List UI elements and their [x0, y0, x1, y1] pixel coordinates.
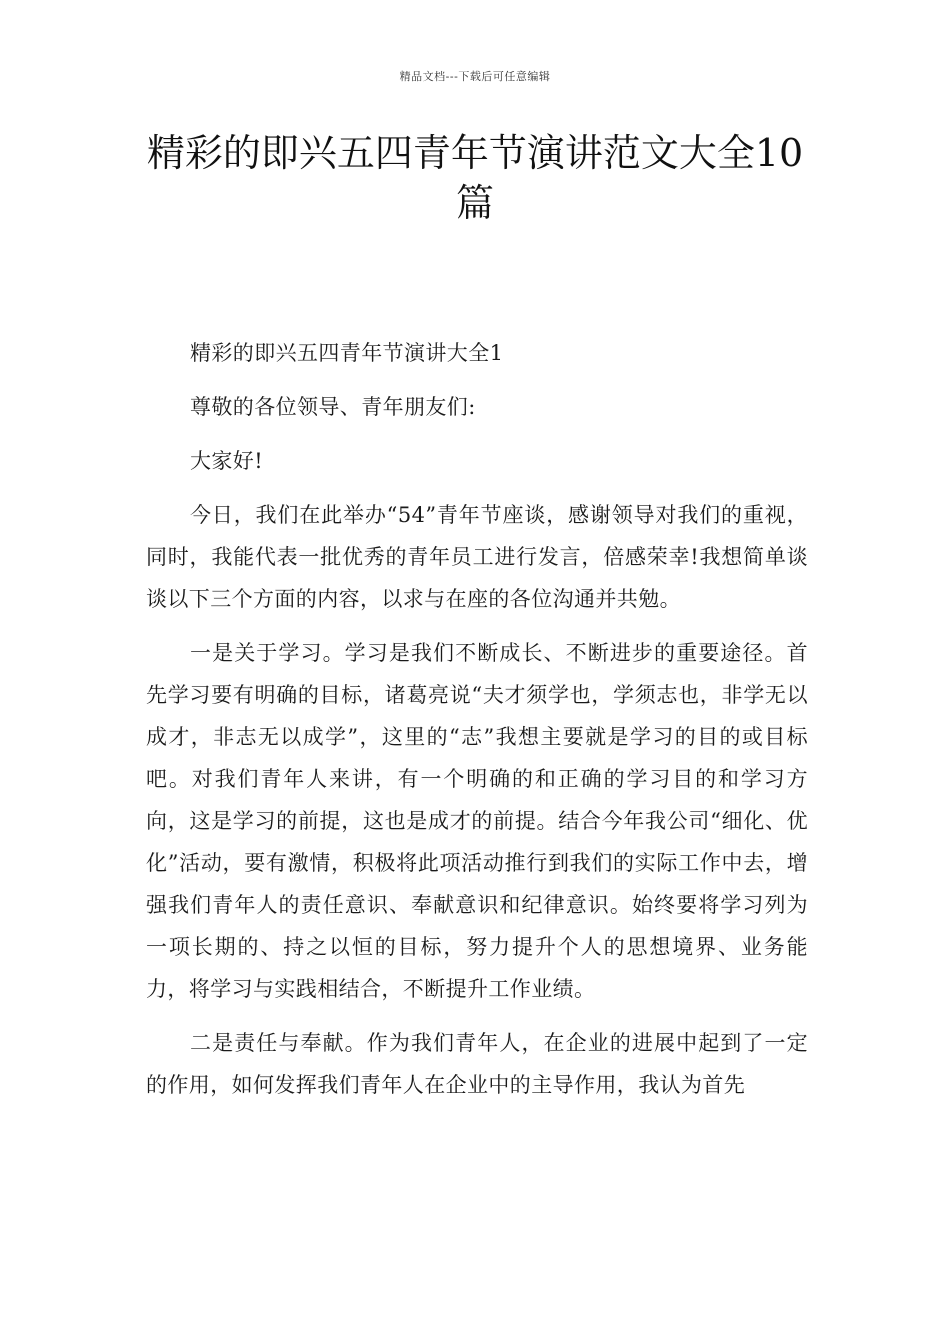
paragraph-study: 一是关于学习。学习是我们不断成长、不断进步的重要途径。首先学习要有明确的目标，诸葛亮说“夫才须学也，学须志也，非学无以成才，非志无以成学”，这里的“志”我想主要就是学习的目的或目标吧。对我们青年人来讲，有一个明确的和正确的学习目的和学习方向，这是学习的前提，这也是成才的前提。结合今年我公司“细化、优化”活动，要有激情，积极将此项活动推行到我们的实际工作中去，增强我们青年人的责任意识、奉献意识和纪律意识。始终要将学习列为一项长期的、持之以恒的目标，努力提升个人的思想境界、业务能力，将学习与实践相结合，不断提升工作业绩。 [146, 641, 808, 1001]
paragraph-intro: 今日，我们在此举办“54”青年节座谈，感谢领导对我们的重视，同时，我能代表一批优秀的青年员工进行发言，倍感荣幸!我想简单谈谈以下三个方面的内容，以求与在座的各位沟通并共勉。 [146, 503, 808, 611]
document-body [146, 332, 808, 1106]
header-note: 精品文档---下载后可任意编辑 [399, 70, 551, 83]
salutation: 尊敬的各位领导、青年朋友们: [190, 395, 476, 419]
section-heading: 精彩的即兴五四青年节演讲大全1 [190, 341, 504, 365]
document-title: 精彩的即兴五四青年节演讲范文大全10篇 [146, 131, 804, 225]
paragraph-responsibility: 二是责任与奉献。作为我们青年人，在企业的进展中起到了一定的作用，如何发挥我们青年人在企业中的主导作用，我认为首先 [146, 1031, 808, 1097]
greeting: 大家好! [190, 449, 264, 473]
